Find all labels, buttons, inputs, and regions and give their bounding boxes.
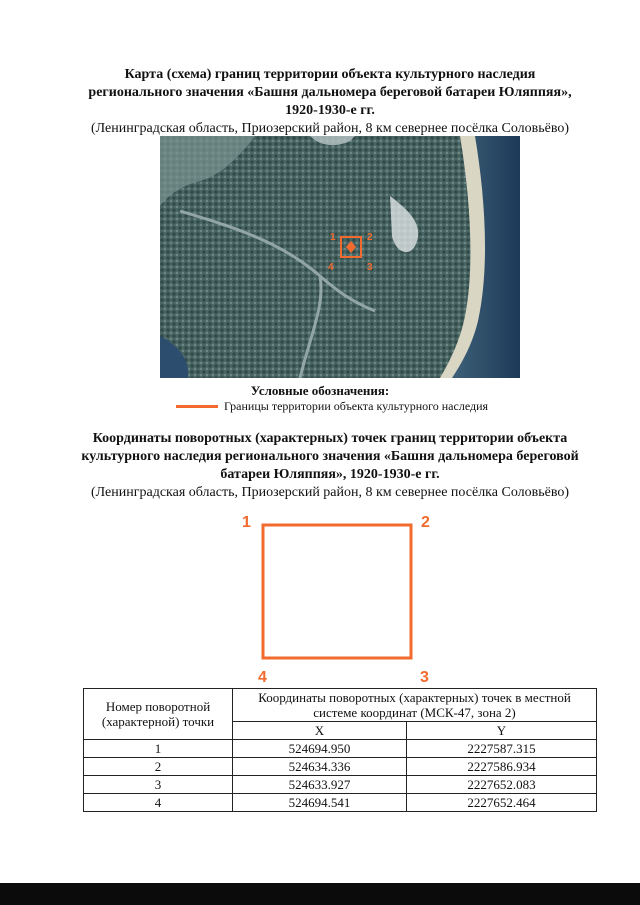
scheme-label-2: 2 xyxy=(421,514,430,531)
coordinates-title-line-1: Координаты поворотных (характерных) точек границ территории объекта xyxy=(92,431,568,446)
coordinates-title-line-2: культурного наследия регионального значения «Башня дальномера береговой xyxy=(81,449,579,464)
coordinates-title-line-3: батареи Юляппяя», 1920-1930-е гг. xyxy=(220,467,440,482)
cell-point-number: 3 xyxy=(84,776,233,794)
coordinates-title-location: (Ленинградская область, Приозерский район, 8 км севернее посёлка Соловьёво) xyxy=(90,485,570,500)
map-point-label-3: 3 xyxy=(367,262,373,273)
cell-x: 524694.950 xyxy=(233,740,407,758)
cell-y: 2227652.464 xyxy=(406,794,596,812)
map-title-line-3: 1920-1930-е гг. xyxy=(285,103,375,118)
map-title-line-1: Карта (схема) границ территории объекта культурного наследия xyxy=(124,67,536,82)
cell-point-number: 2 xyxy=(84,758,233,776)
table-row xyxy=(84,776,597,794)
legend-item-label: Границы территории объекта культурного наследия xyxy=(224,399,489,413)
cell-y: 2227652.083 xyxy=(406,776,596,794)
legend-item xyxy=(176,399,488,414)
cell-y: 2227586.934 xyxy=(406,758,596,776)
cell-x: 524633.927 xyxy=(233,776,407,794)
map-title xyxy=(40,66,620,138)
header-coordinates: Координаты поворотных (характерных) точек в местной системе координат (МСК-47, зона 2) xyxy=(233,689,597,722)
satellite-image xyxy=(160,136,520,378)
header-x: X xyxy=(233,722,407,740)
cell-point-number: 1 xyxy=(84,740,233,758)
header-point-number: Номер поворотной (характерной) точки xyxy=(84,689,233,740)
cell-y: 2227587.315 xyxy=(406,740,596,758)
satellite-map xyxy=(160,136,520,378)
scheme-label-1: 1 xyxy=(242,514,251,531)
scheme-label-3: 3 xyxy=(420,669,429,685)
table-row xyxy=(84,794,597,812)
boundary-line-swatch xyxy=(176,405,218,408)
map-title-location: (Ленинградская область, Приозерский район, 8 км севернее посёлка Соловьёво) xyxy=(90,121,570,136)
legend-title: Условные обозначения: xyxy=(250,383,390,398)
map-point-label-4: 4 xyxy=(328,262,334,273)
map-point-label-1: 1 xyxy=(330,232,336,243)
cell-x: 524694.541 xyxy=(233,794,407,812)
scheme-boundary-square xyxy=(263,525,411,658)
map-title-line-2: регионального значения «Башня дальномера береговой батареи Юляппяя», xyxy=(88,85,572,100)
scheme-label-4: 4 xyxy=(258,669,267,685)
table-row xyxy=(84,740,597,758)
boundary-scheme xyxy=(238,510,438,685)
table-row xyxy=(84,758,597,776)
cell-point-number: 4 xyxy=(84,794,233,812)
coordinates-table xyxy=(83,688,597,812)
map-point-label-2: 2 xyxy=(367,232,373,243)
header-y: Y xyxy=(406,722,596,740)
scan-bottom-edge xyxy=(0,883,640,905)
coordinates-title xyxy=(40,430,620,502)
cell-x: 524634.336 xyxy=(233,758,407,776)
